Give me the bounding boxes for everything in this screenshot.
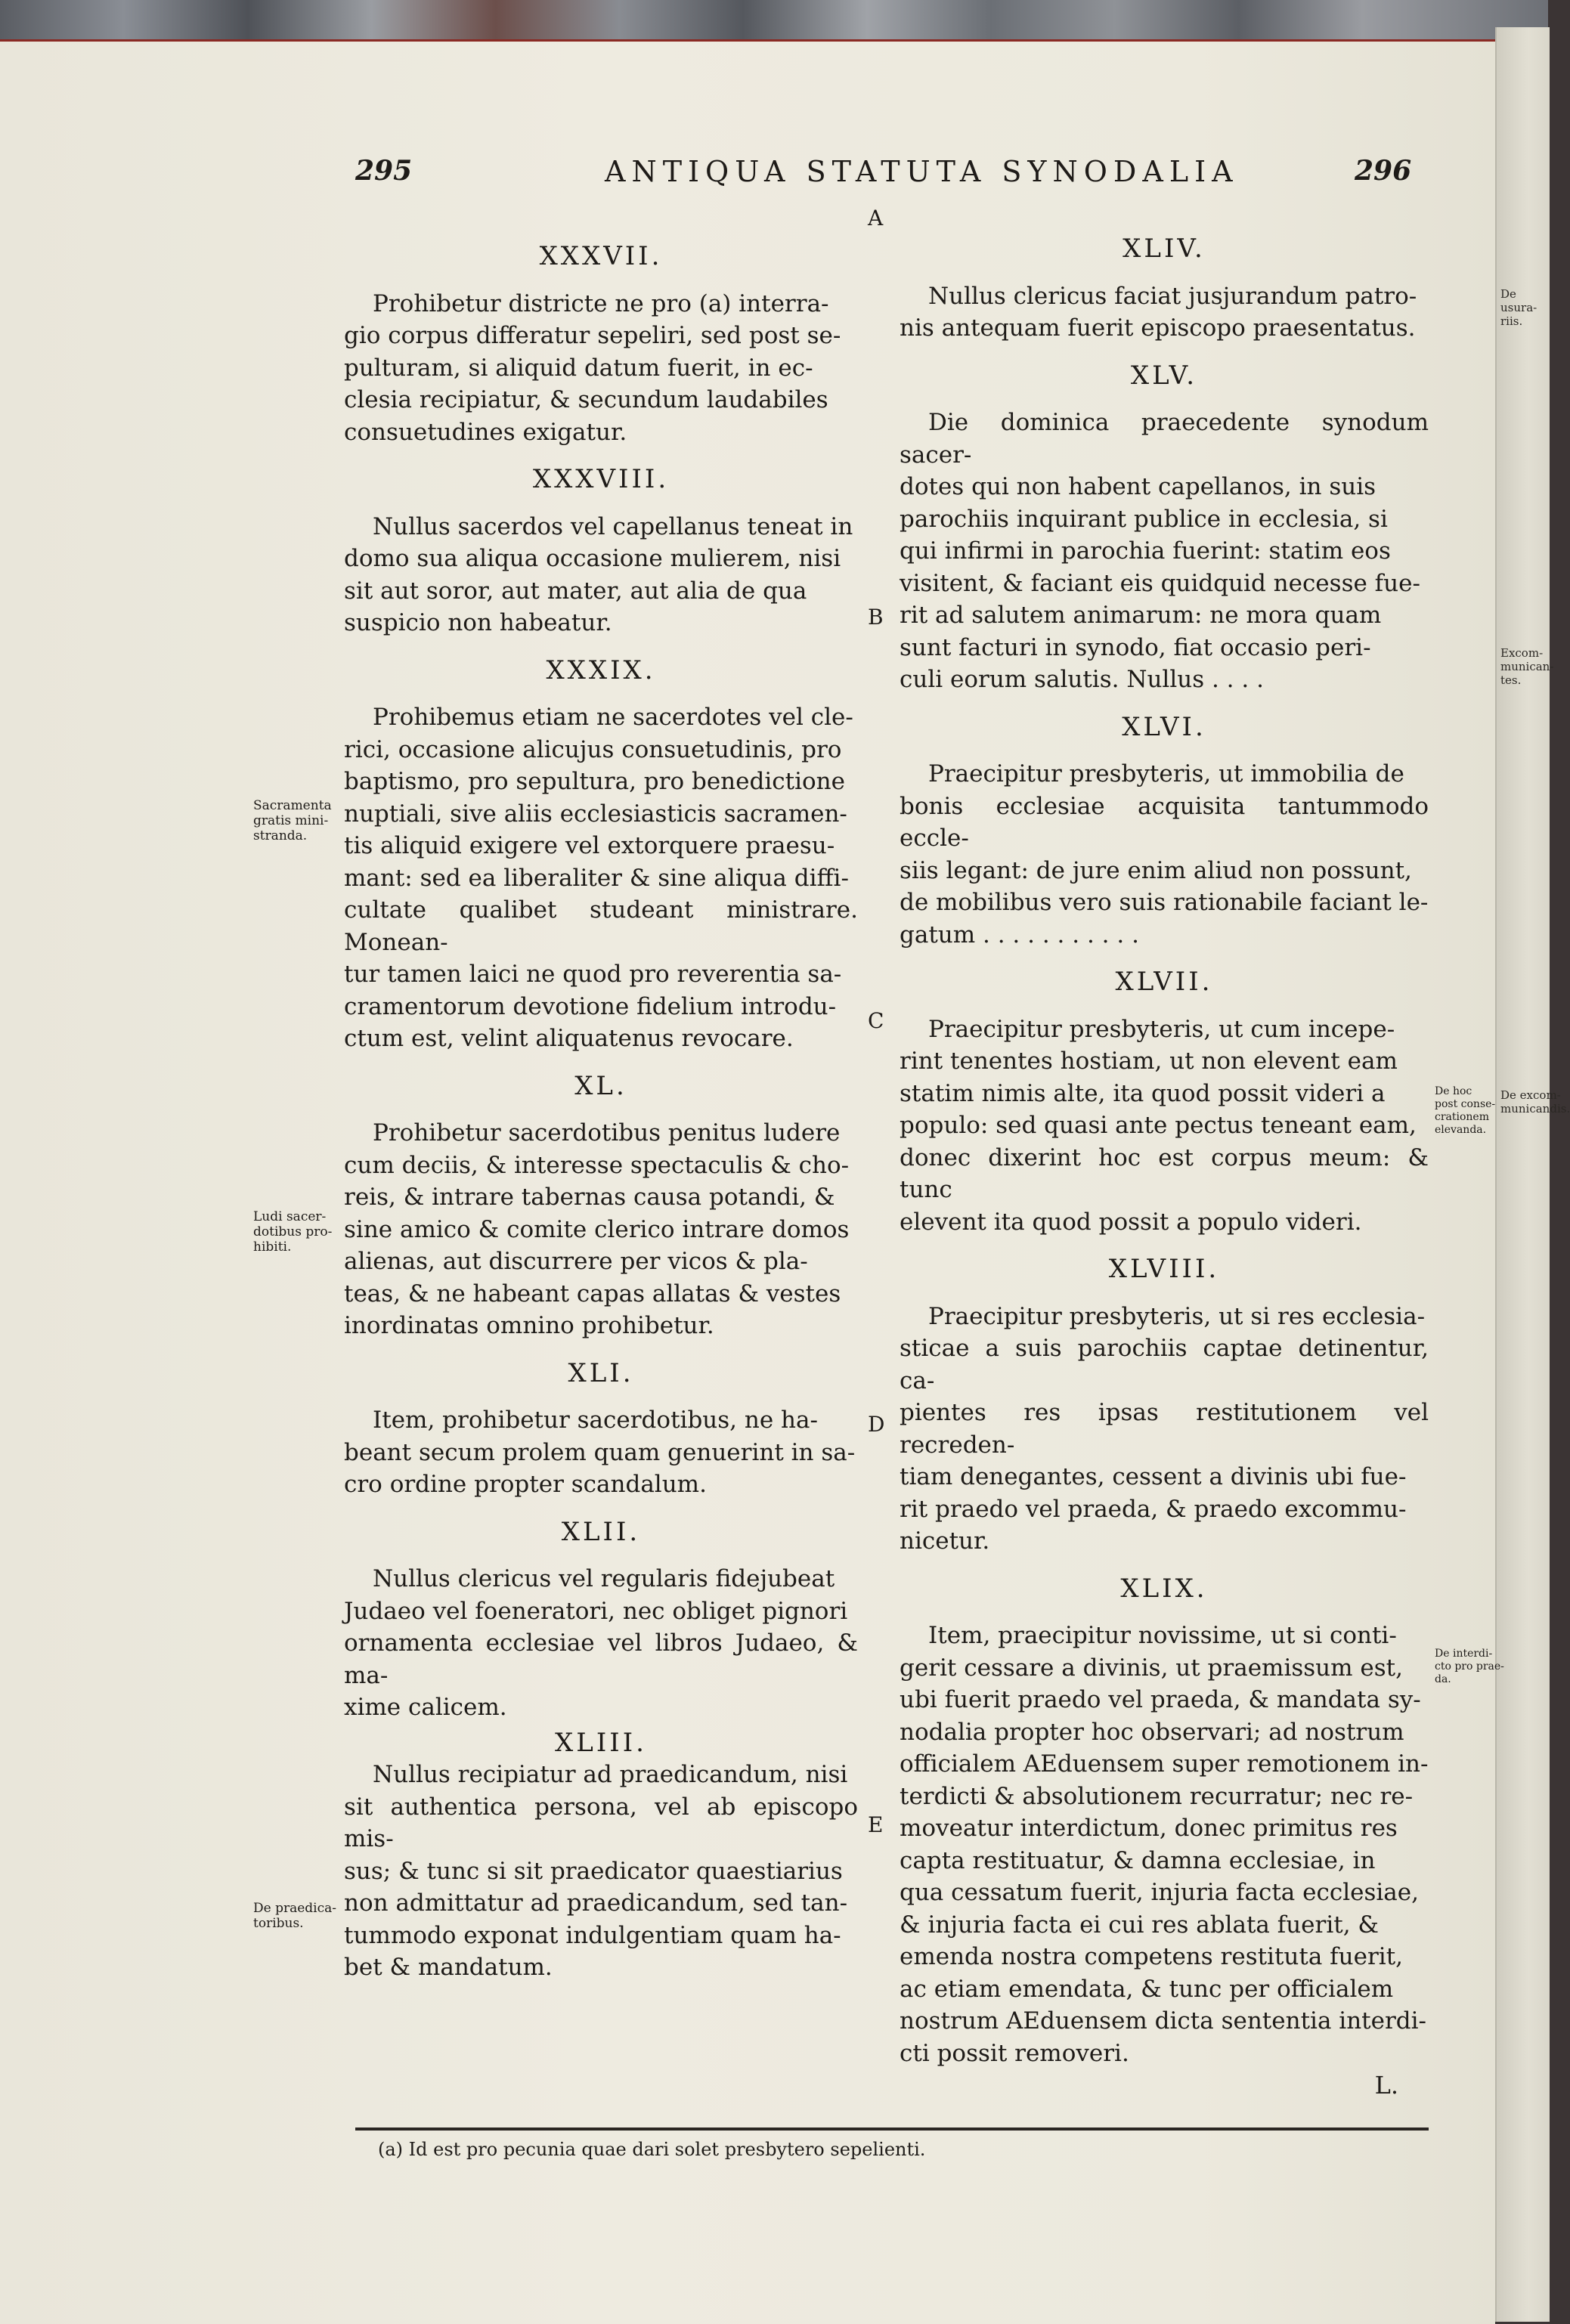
section-number: XLIX. [1120,1573,1208,1604]
paragraph [344,511,858,639]
section-number: XLIV. [1123,234,1206,264]
section-number: XXXVII. [539,241,663,271]
section-number: XXXIX. [546,654,656,685]
edge-line: Excom- [1500,646,1544,660]
paragraph [900,1620,1429,2069]
text-line: elevent ita quod possit a populo videri. [900,1208,1362,1236]
text-line: ctum est, velint aliquatenus revocare. [344,1025,794,1052]
text-line: terdicti & absolutionem recurratur; nec re- [900,1782,1414,1810]
margin-note-preachers [253,1901,336,1931]
note-line: post conse- [1435,1098,1496,1110]
text-line: Prohibetur districte ne pro (a) interra- [373,289,829,317]
text-line: rint tenentes hostiam, ut non elevent eam [900,1048,1398,1075]
note-line: cto pro prae- [1435,1660,1504,1673]
text-line: populo: sed quasi ante pectus teneant eam, [900,1112,1417,1139]
text-line: cultate qualibet studeant ministrare. Monean- [344,896,858,956]
text-line: sus; & tunc si sit praedicator quaestiarius [344,1857,843,1885]
text-line: siis legant: de jure enim aliud non possunt, [900,856,1412,884]
note-line: toribus. [253,1916,304,1931]
text-line: nis antequam fuerit episcopo praesentatus. [900,314,1416,342]
note-line: Ludi sacer- [253,1209,327,1224]
text-line: cti possit removeri. [900,2039,1129,2067]
text-line: moveatur interdictum, donec primitus res [900,1815,1398,1842]
text-line: inordinatas omnino prohibetur. [344,1312,714,1339]
text-line: nicetur. [900,1527,990,1555]
margin-marker-b: B [868,605,884,630]
edge-line: munican- [1500,660,1554,673]
text-line: Judaeo vel foeneratori, nec obliget pignori [344,1597,848,1625]
section-number: XLII. [561,1516,641,1547]
text-line: sit aut soror, aut mater, aut alia de qua [344,577,807,605]
edge-line: De usura- [1500,287,1537,314]
margin-marker-a: A [868,206,884,231]
section-number: XLV. [1130,360,1198,391]
text-line: Nullus recipiatur ad praedicandum, nisi [373,1761,848,1788]
text-line: pulturam, si aliquid datum fuerit, in ec- [344,354,813,382]
footnote-rule [355,2127,1429,2131]
text-line: nostrum AEduensem dicta sententia interdi- [900,2007,1427,2035]
edge-line: De excom- [1500,1088,1561,1102]
text-line: rici, occasione alicujus consuetudinis, pro [344,735,842,763]
text-line: nuptiali, sive aliis ecclesiasticis sacramen- [344,800,847,828]
paragraph [344,701,858,1055]
text-line: bet & mandatum. [344,1954,553,1981]
margin-note-interdict [1435,1648,1504,1686]
right-column [900,233,1429,2102]
text-line: mant: sed ea liberaliter & sine aliqua diffi- [344,864,849,892]
section-number: XLVI. [1122,711,1206,742]
text-line: consuetudines exigatur. [344,418,627,446]
running-title: ANTIQUA STATUTA SYNODALIA [605,155,1239,188]
text-line: gatum . . . . . . . . . . . [900,921,1139,948]
text-line: sticae a suis parochiis captae detinentur, ca- [900,1335,1429,1394]
paragraph [900,1013,1429,1239]
edge-line: riis. [1500,314,1523,328]
margin-marker-c: C [868,1008,884,1033]
note-line: Sacramenta [253,798,332,813]
text-line: ac etiam emendata, & tunc per officialem [900,1975,1394,2003]
text-line: emenda nostra competens restituta fuerit, [900,1943,1404,1970]
text-line: officialem AEduensem super remotionem in- [900,1750,1429,1778]
text-line: qua cessatum fuerit, injuria facta ecclesiae, [900,1879,1419,1906]
text-line: cramentorum devotione fidelium introdu- [344,992,837,1020]
text-line: domo sua aliqua occasione mulierem, nisi [344,545,841,572]
note-line: elevanda. [1435,1124,1487,1136]
catchword: L. [1374,2071,1398,2100]
text-line: rit ad salutem animarum: ne mora quam [900,602,1382,629]
text-line: cum deciis, & interesse spectaculis & cho- [344,1151,850,1179]
margin-marker-d: D [868,1412,885,1437]
text-line: beant secum prolem quam genuerint in sa- [344,1438,856,1466]
text-line: visitent, & faciant eis quidquid necesse fue- [900,569,1420,597]
text-line: non admittatur ad praedicandum, sed tan- [344,1889,848,1917]
edge-note-excommunicants [1500,646,1553,687]
text-line: dotes qui non habent capellanos, in suis [900,473,1376,500]
edge-line: tes. [1500,673,1522,687]
text-line: Item, prohibetur sacerdotibus, ne ha- [373,1406,818,1434]
paragraph [344,1117,858,1342]
text-line: parochiis inquirant publice in ecclesia, si [900,505,1388,533]
margin-note-elevation [1435,1085,1495,1137]
text-line: Praecipitur presbyteris, ut cum incepe- [928,1015,1395,1043]
text-line: sunt facturi in synodo, fiat occasio peri- [900,633,1371,661]
text-line: ubi fuerit praedo vel praeda, & mandata sy- [900,1686,1421,1713]
section-number: XLI. [568,1357,634,1388]
text-line: tur tamen laici ne quod pro reverentia sa- [344,961,842,988]
text-line: tis aliquid exigere vel extorquere praesu- [344,832,835,859]
page-number-left: 295 [355,155,413,187]
note-line: De hoc [1435,1085,1472,1097]
margin-note-games [253,1209,332,1255]
text-line: Praecipitur presbyteris, ut si res ecclesia- [928,1302,1426,1330]
text-line: suspicio non habeatur. [344,609,612,636]
page-number-right: 296 [1355,155,1412,187]
text-line: Praecipitur presbyteris, ut immobilia de [928,760,1404,788]
text-line: Nullus clericus faciat jusjurandum patro- [928,282,1417,310]
note-line: hibiti. [253,1239,292,1255]
text-line: Nullus sacerdos vel capellanus teneat in [373,512,853,540]
section-number: XXXVIII. [532,464,670,494]
note-line: De interdi- [1435,1648,1493,1660]
text-line: gio corpus differatur sepeliri, sed post se- [344,322,841,349]
text-line: pientes res ipsas restitutionem vel recreden- [900,1399,1429,1459]
edge-note-excommunicandis [1500,1088,1570,1116]
next-page-edge [1495,27,1550,2322]
text-line: qui infirmi in parochia fuerint: statim eos [900,537,1391,565]
text-line: donec dixerint hoc est corpus meum: & tunc [900,1143,1429,1203]
margin-note-sacraments [253,798,332,843]
text-line: nodalia propter hoc observari; ad nostrum [900,1718,1404,1746]
paragraph [344,1404,858,1501]
background-fabric [0,0,1548,45]
text-line: Nullus clericus vel regularis fidejubeat [373,1565,835,1592]
paragraph [344,1563,858,1724]
text-line: baptismo, pro sepultura, pro benedictione [344,768,845,795]
text-line: Item, praecipitur novissime, ut si conti- [928,1622,1397,1649]
section-number: XLVIII. [1108,1254,1220,1284]
text-line: bonis ecclesiae acquisita tantummodo eccle- [900,792,1429,852]
footnote: (a) Id est pro pecunia quae dari solet presbytero sepelienti. [378,2139,926,2160]
note-line: stranda. [253,828,308,843]
note-line: crationem [1435,1111,1489,1123]
note-line: De praedica- [253,1901,337,1916]
text-line: de mobilibus vero suis rationabile faciant le- [900,889,1429,916]
text-line: reis, & intrare tabernas causa potandi, & [344,1184,835,1211]
text-line: teas, & ne habeant capas allatas & vestes [344,1280,841,1307]
paragraph [900,407,1429,696]
paragraph [900,758,1429,951]
text-line: Prohibemus etiam ne sacerdotes vel cle- [373,704,853,731]
text-line: statim nimis alte, ita quod possit videri a [900,1079,1386,1107]
text-line: sit authentica persona, vel ab episcopo mis- [344,1793,858,1852]
text-line: culi eorum salutis. Nullus . . . . [900,666,1264,693]
note-line: gratis mini- [253,813,329,828]
text-line: gerit cessare a divinis, ut praemissum est, [900,1654,1403,1682]
note-line: dotibus pro- [253,1224,333,1239]
text-line: capta restituatur, & damna ecclesiae, in [900,1846,1376,1874]
paragraph [900,1301,1429,1558]
text-line: tiam denegantes, cessent a divinis ubi fue- [900,1463,1407,1490]
text-line: alienas, aut discurrere per vicos & pla- [344,1248,808,1275]
paragraph [900,280,1429,345]
note-line: da. [1435,1673,1451,1685]
section-number: XL. [574,1070,627,1101]
edge-note-usury [1500,287,1548,328]
text-line: ornamenta ecclesiae vel libros Judaeo, & ma- [344,1629,858,1689]
left-column [344,240,858,1984]
edge-line: municandis. [1500,1102,1570,1116]
margin-marker-e: E [868,1812,884,1837]
section-number: XLIII. [555,1727,647,1758]
text-line: & injuria facta ei cui res ablata fuerit, & [900,1911,1380,1939]
paragraph [344,288,858,449]
text-line: cro ordine propter scandalum. [344,1471,707,1498]
paragraph [344,1759,858,1984]
text-line: sine amico & comite clerico intrare domos [344,1215,850,1243]
text-line: tummodo exponat indulgentiam quam ha- [344,1921,841,1949]
text-line: clesia recipiatur, & secundum laudabiles [344,386,828,413]
section-number: XLVII. [1115,967,1213,997]
text-line: Prohibetur sacerdotibus penitus ludere [373,1119,841,1147]
text-line: rit praedo vel praeda, & praedo excommu- [900,1495,1407,1523]
text-line: Die dominica praecedente synodum sacer- [900,409,1429,469]
text-line: xime calicem. [344,1694,507,1721]
